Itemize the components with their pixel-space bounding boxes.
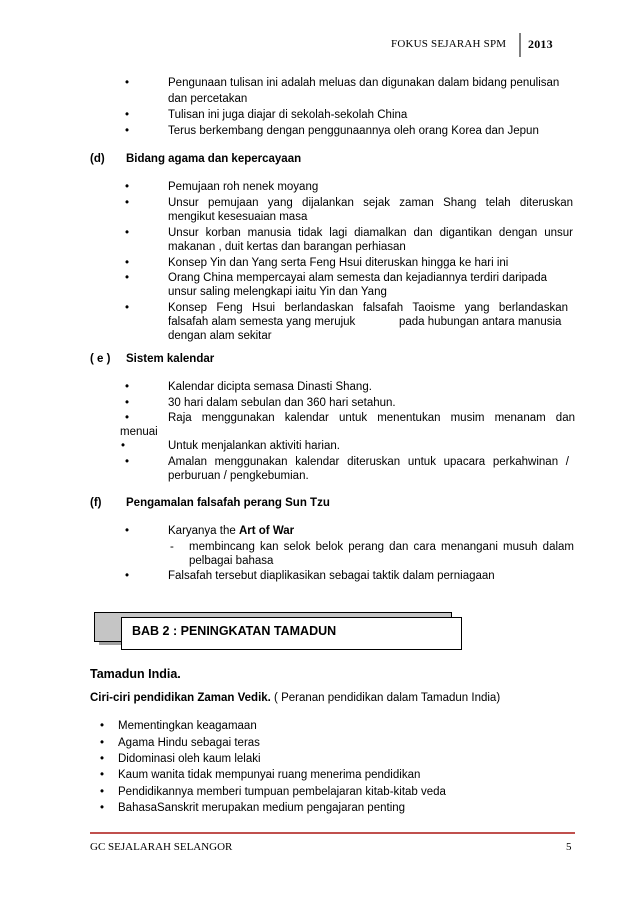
list-item: Unsur pemujaan yang dijalankan sejak zaman Shang telah diteruskan: [168, 197, 573, 209]
work-prefix: Karyanya the: [168, 525, 239, 537]
section-title-india: Tamadun India.: [90, 667, 181, 681]
chapter-title: BAB 2 : PENINGKATAN TAMADUN: [132, 624, 337, 638]
bullet: •: [125, 456, 130, 468]
bullet: •: [125, 570, 130, 582]
section-subtitle-india: [90, 692, 500, 705]
page-number: 5: [566, 841, 572, 853]
subtitle-bold: Ciri-ciri pendidikan Zaman Vedik.: [90, 692, 271, 704]
section-heading-e: Sistem kalendar: [126, 353, 215, 365]
work-title: Art of War: [238, 525, 295, 537]
list-item: Konsep Yin dan Yang serta Feng Hsui diteruskan hingga ke hari ini: [168, 257, 509, 269]
section-label-f: (f): [90, 497, 102, 509]
bullet: •: [125, 197, 130, 209]
list-item: Konsep Feng Hsui berlandaskan falsafah Taoisme yang berlandaskan: [168, 302, 568, 314]
list-item: Pendidikannya memberi tumpuan pembelajaran kitab-kitab veda: [118, 786, 446, 798]
section-label-d: (d): [90, 153, 105, 165]
list-item-continuation: falsafah alam semesta yang merujuk: [168, 316, 356, 328]
dash-marker: -: [170, 541, 174, 553]
header-year: 2013: [528, 37, 553, 51]
bullet: •: [125, 257, 130, 269]
list-item: Unsur korban manusia tidak lagi diamalkan dan digantikan dengan unsur: [168, 227, 573, 239]
bullet: •: [125, 381, 130, 393]
list-item: Kaum wanita tidak mempunyai ruang menerima pendidikan: [118, 769, 421, 781]
header-divider: [519, 33, 521, 57]
sub-item: membincang kan selok belok perang dan cara menangani musuh dalam: [189, 541, 574, 553]
bullet: •: [100, 769, 105, 781]
subtitle-rest: ( Peranan pendidikan dalam Tamadun India): [270, 692, 501, 704]
list-item-continuation: dan percetakan: [168, 93, 248, 105]
list-item-continuation: mengikut kesesuaian masa: [168, 211, 308, 223]
footer-rule: [90, 832, 575, 834]
footer-text: GC SEJALARAH SELANGOR: [90, 841, 233, 853]
bullet: •: [100, 753, 105, 765]
list-item-continuation: makanan , duit kertas dan barangan perhiasan: [168, 241, 406, 253]
list-item: BahasaSanskrit merupakan medium pengajaran penting: [118, 802, 406, 814]
list-item-continuation: pada hubungan antara manusia: [399, 316, 562, 328]
bullet: •: [125, 412, 130, 424]
section-heading-f: Pengamalan falsafah perang Sun Tzu: [126, 497, 330, 509]
bullet: •: [125, 272, 130, 284]
bullet: •: [100, 720, 105, 732]
list-item: Amalan menggunakan kalendar diteruskan untuk upacara perkahwinan /: [168, 456, 569, 468]
list-item: Tulisan ini juga diajar di sekolah-sekolah China: [168, 109, 408, 121]
list-item: Raja menggunakan kalendar untuk menentukan musim menanam dan: [168, 412, 575, 424]
header-title: FOKUS SEJARAH SPM: [391, 38, 507, 50]
bullet: •: [125, 125, 130, 137]
section-label-e: ( e ): [90, 353, 111, 365]
bullet: •: [125, 397, 130, 409]
list-item-continuation: perburuan / pengkebumian.: [168, 470, 309, 482]
bullet: •: [125, 181, 130, 193]
bullet: •: [100, 737, 105, 749]
list-item: Mementingkan keagamaan: [118, 720, 257, 732]
bullet: •: [125, 109, 130, 121]
list-item: Didominasi oleh kaum lelaki: [118, 753, 261, 765]
list-item-continuation: dengan alam sekitar: [168, 330, 272, 342]
list-item: Kalendar dicipta semasa Dinasti Shang.: [168, 381, 372, 393]
bullet: •: [121, 440, 126, 452]
bullet: •: [125, 77, 130, 89]
list-item: Falsafah tersebut diaplikasikan sebagai taktik dalam perniagaan: [168, 570, 495, 582]
list-item: Orang China mempercayai alam semesta dan kejadiannya terdiri daripada: [168, 272, 548, 284]
sub-item-continuation: pelbagai bahasa: [189, 555, 274, 567]
list-item: Pemujaan roh nenek moyang: [168, 181, 319, 193]
list-item: 30 hari dalam sebulan dan 360 hari setahun.: [168, 397, 396, 409]
section-heading-d: Bidang agama dan kepercayaan: [126, 153, 302, 165]
bullet: •: [125, 227, 130, 239]
bullet: •: [125, 302, 130, 314]
list-item: Terus berkembang dengan penggunaannya oleh orang Korea dan Jepun: [168, 125, 539, 137]
list-item: Pengunaan tulisan ini adalah meluas dan digunakan dalam bidang penulisan: [168, 77, 560, 89]
list-item: Untuk menjalankan aktiviti harian.: [168, 440, 340, 452]
bullet: •: [125, 525, 130, 537]
bullet: •: [100, 802, 105, 814]
list-item: Agama Hindu sebagai teras: [118, 737, 260, 749]
list-item-continuation: unsur saling melengkapi iaitu Yin dan Yang: [168, 286, 387, 298]
list-item: [168, 525, 294, 538]
list-item-continuation: menuai: [120, 426, 158, 438]
bullet: •: [100, 786, 105, 798]
